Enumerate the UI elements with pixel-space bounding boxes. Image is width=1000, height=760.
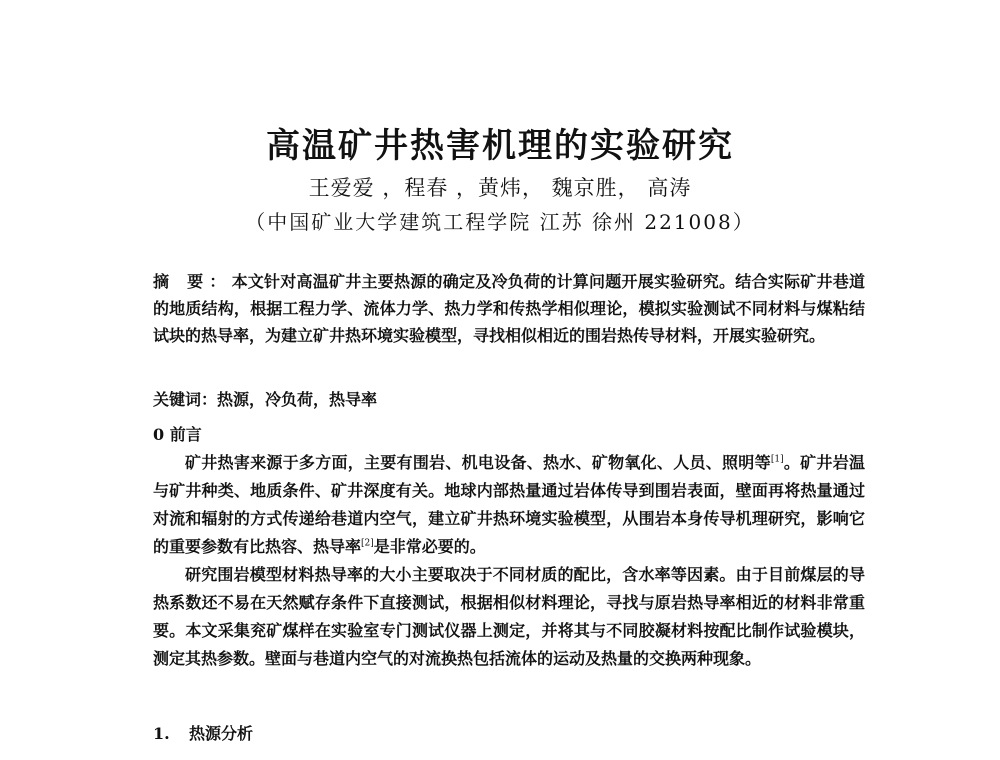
abstract-label: 摘 要： [153,272,232,291]
section-heading-intro: 0 前言 [153,425,202,444]
section-heading-heat-source [153,722,865,746]
affiliation: （中国矿业大学建筑工程学院 江苏 徐州 221008） [245,210,755,234]
keywords-text: 热源，冷负荷，热导率 [217,390,378,409]
section-title: 热源分析 [189,724,254,743]
paragraph-text: 。矿井岩温与矿井种类、地质条件、矿井深度有关。地球内部热量通过岩体传导到围岩表面，壁面再将热量通过对流和辐射的方式传递给巷道内空气，建立矿井热环境实验模型，从围岩本身传导机理研究，影响它的重要参数有比热容、热导率 [153,453,865,556]
paragraph: 研究围岩模型材料热导率的大小主要取决于不同材质的配比，含水率等因素。由于目前煤层的导热系数还不易在天然赋存条件下直接测试，根据相似材料理论，寻找与原岩热导率相近的材料非常重要。本文采集兖矿煤样在实验室专门测试仪器上测定，并将其与不同胶凝材料按配比制作试验模块，测定其热参数。壁面与巷道内空气的对流换热包括流体的运动及热量的交换两种现象。 [153,565,865,668]
paragraph-text: 矿井热害来源于多方面，主要有围岩、机电设备、热水、矿物氧化、人员、照明等 [185,453,771,472]
citation-ref: [1] [770,454,784,465]
paper-title: 高温矿井热害机理的实验研究 [266,126,734,166]
author-list: 王爱爱 ，程春 ，黄炜， 魏京胜， 高涛 [308,176,692,200]
paragraph-text: 是非常必要的。 [373,537,486,556]
citation-ref: [2] [361,538,374,549]
abstract-text: 本文针对高温矿井主要热源的确定及冷负荷的计算问题开展实验研究。结合实际矿井巷道的地质结构，根据工程力学、流体力学、热力学和传热学相似理论，模拟实验测试不同材料与煤粘结试块的热导率，为建立矿井热环境实验模型，寻找相似相近的围岩热传导材料，开展实验研究。 [153,272,865,345]
abstract [153,268,865,349]
section-number: 1. [153,724,170,743]
paragraph [153,449,865,561]
keywords [153,388,865,412]
section-body-intro [153,449,865,673]
keywords-label: 关键词： [153,390,218,409]
